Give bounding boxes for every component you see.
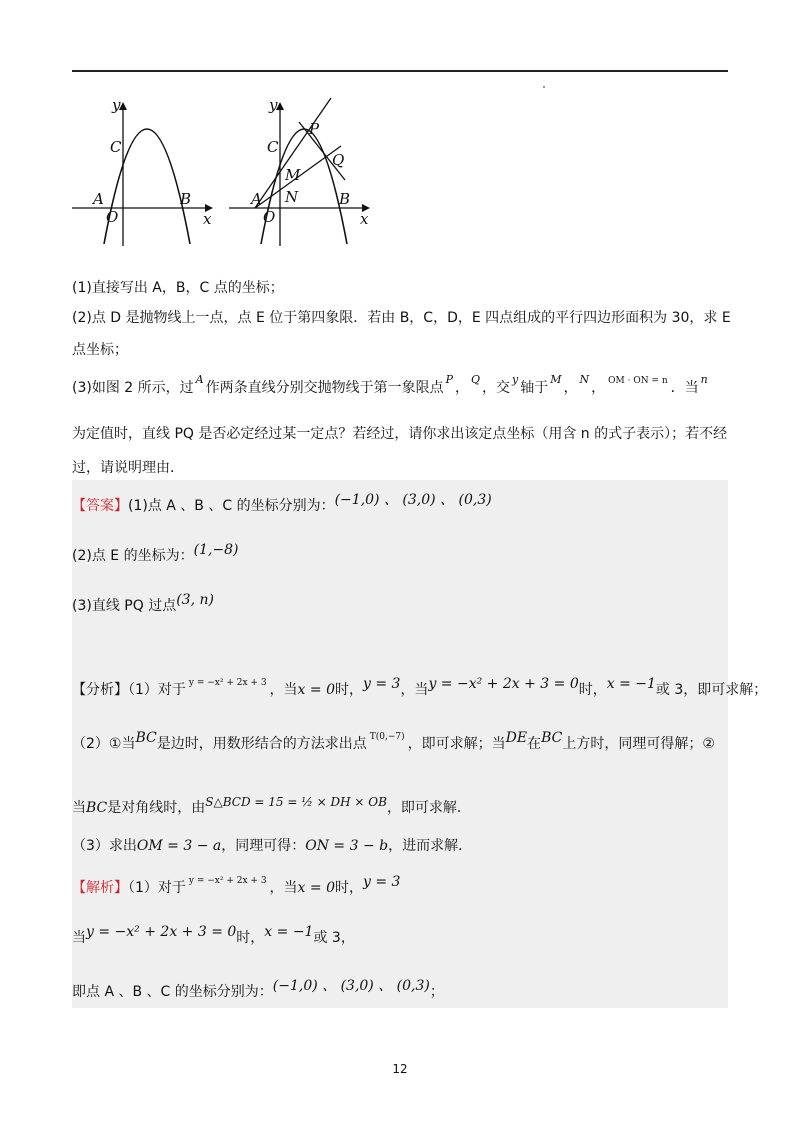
answer-2-text: (2)点 E 的坐标为： bbox=[72, 548, 194, 564]
solution-label: 【解析】 bbox=[72, 880, 128, 896]
analysis-2-d: 在 bbox=[527, 736, 542, 752]
analysis-1-b: ，当 bbox=[269, 682, 298, 698]
q3-Q: Q bbox=[471, 373, 481, 386]
q3-A: A bbox=[195, 373, 204, 386]
label-C: C bbox=[110, 138, 122, 156]
solution-2-a: 当 bbox=[72, 930, 86, 946]
label-y: y bbox=[112, 96, 121, 114]
answer-2-value: (1,−8) bbox=[193, 542, 239, 558]
analysis-3-b: 是对角线时，由 bbox=[107, 800, 206, 816]
analysis-1-f: 或 3，即可求解； bbox=[655, 682, 768, 698]
q3-text-3: ，交 bbox=[482, 380, 511, 396]
answer-3-value: (3, n) bbox=[176, 592, 214, 608]
figure-2 bbox=[225, 92, 385, 252]
analysis-2-a: （2）①当 bbox=[72, 736, 136, 752]
analysis-1-a: （1）对于 bbox=[128, 682, 186, 698]
solution-2-eq: y = −x² + 2x + 3 = 0 bbox=[86, 924, 237, 940]
analysis-2-c: ，即可求解；当 bbox=[407, 736, 506, 752]
label-M: M bbox=[285, 166, 301, 184]
q3-y: y bbox=[512, 373, 519, 386]
analysis-1-y3: y = 3 bbox=[362, 676, 401, 692]
analysis-3-BC: BC bbox=[86, 800, 108, 816]
answer-line-1 bbox=[72, 492, 492, 516]
analysis-1-fx: y = −x² + 2x + 3 bbox=[188, 678, 267, 688]
answer-label: 【答案】 bbox=[72, 498, 128, 514]
q3-text-4: 轴于 bbox=[520, 380, 549, 396]
analysis-3-a: 当 bbox=[72, 800, 86, 816]
question-3-line-2: 为定值时，直线 PQ 是否必定经过某一定点？若经过，请你求出该定点坐标（用含 n 的式子表示）；若不经 bbox=[72, 426, 728, 442]
solution-2-c: 或 3， bbox=[313, 930, 355, 946]
label-O: O bbox=[106, 208, 119, 226]
analysis-line-2 bbox=[72, 730, 715, 756]
q3-n: n bbox=[700, 373, 708, 386]
solution-3-values: (−1,0) 、 (3,0) 、 (0,3) bbox=[272, 978, 430, 994]
solution-1-x0: x = 0 bbox=[297, 880, 335, 896]
label-O: O bbox=[263, 208, 276, 226]
label-A: A bbox=[251, 190, 262, 208]
analysis-2-b: 是边时，用数形结合的方法求出点 bbox=[156, 736, 367, 752]
analysis-3-c: ，即可求解． bbox=[386, 800, 471, 816]
analysis-line-1 bbox=[72, 676, 768, 702]
header-rule bbox=[72, 70, 728, 72]
analysis-2-T: T(0,−7) bbox=[369, 732, 405, 742]
solution-line-1 bbox=[72, 874, 401, 900]
q3-eq: OM · ON = n bbox=[608, 376, 668, 386]
analysis-line-3 bbox=[72, 795, 471, 818]
q3-M: M bbox=[550, 373, 562, 386]
analysis-4-OM: OM = 3 − a bbox=[136, 838, 222, 854]
analysis-line-4 bbox=[72, 836, 472, 856]
question-3-line-1: (3)如图 2 所示，过$^A$作两条直线分别交抛物线于第一象限点$^P$，$^Q$，交$^y$轴于$^M$，$^N$， $^{OM \cdot ON = n}$ ．当$^n$ bbox=[72, 373, 708, 396]
label-y: y bbox=[269, 96, 278, 114]
analysis-2-DE: DE bbox=[505, 730, 528, 746]
analysis-label: 【分析】 bbox=[72, 682, 128, 698]
answer-3-text: (3)直线 PQ 过点 bbox=[72, 598, 177, 614]
q3-text-5: ．当 bbox=[670, 380, 699, 396]
analysis-2-BC: BC bbox=[135, 730, 157, 746]
solution-2-x1: x = −1 bbox=[264, 924, 314, 940]
speck bbox=[543, 86, 545, 88]
analysis-3-eq: S△BCD = 15 = ½ × DH × OB bbox=[205, 795, 387, 809]
analysis-1-x0: x = 0 bbox=[297, 682, 335, 698]
answer-1-text: (1)点 A 、B 、C 的坐标分别为： bbox=[128, 498, 335, 514]
answer-1-values: (−1,0) 、 (3,0) 、 (0,3) bbox=[334, 492, 492, 508]
q3-P: P bbox=[445, 373, 453, 386]
label-Q: Q bbox=[332, 151, 345, 169]
question-2-line-1: (2)点 D 是抛物线上一点，点 E 位于第四象限．若由 B，C，D，E 四点组成的平行四边形面积为 30，求 E bbox=[72, 310, 731, 326]
label-A: A bbox=[93, 190, 104, 208]
analysis-1-eq: y = −x² + 2x + 3 = 0 bbox=[428, 676, 579, 692]
q3-text-1: (3)如图 2 所示，过 bbox=[72, 380, 194, 396]
label-x: x bbox=[360, 210, 369, 228]
label-N: N bbox=[285, 188, 299, 206]
question-1: (1)直接写出 A，B，C 点的坐标； bbox=[72, 280, 284, 296]
solution-line-3 bbox=[72, 978, 444, 1002]
label-P: P bbox=[309, 120, 320, 138]
solution-2-b: 时， bbox=[236, 930, 265, 946]
question-3-line-3: 过，请说明理由． bbox=[72, 460, 184, 476]
page-number: 12 bbox=[392, 1062, 408, 1076]
analysis-2-e: 上方时，同理可得解；② bbox=[562, 736, 715, 752]
analysis-2-BC2: BC bbox=[541, 730, 563, 746]
analysis-1-x1: x = −1 bbox=[606, 676, 656, 692]
analysis-4-c: ，进而求解． bbox=[388, 838, 473, 854]
analysis-1-d: ，当 bbox=[400, 682, 429, 698]
analysis-4-b: ，同理可得： bbox=[221, 838, 306, 854]
figure-1 bbox=[68, 92, 228, 252]
question-2-line-2: 点坐标； bbox=[72, 342, 128, 358]
analysis-4-ON: ON = 3 − b bbox=[305, 838, 389, 854]
solution-1-fx: y = −x² + 2x + 3 bbox=[188, 876, 267, 886]
q3-text-2: 作两条直线分别交抛物线于第一象限点 bbox=[205, 380, 444, 396]
answer-line-2 bbox=[72, 542, 239, 566]
solution-1-c: 时， bbox=[334, 880, 363, 896]
label-B: B bbox=[180, 190, 192, 208]
label-x: x bbox=[203, 210, 212, 228]
solution-line-2 bbox=[72, 924, 355, 948]
label-B: B bbox=[339, 190, 351, 208]
label-C: C bbox=[267, 138, 279, 156]
solution-1-a: （1）对于 bbox=[128, 880, 186, 896]
analysis-1-e: 时， bbox=[578, 682, 607, 698]
solution-1-y3: y = 3 bbox=[362, 874, 401, 890]
analysis-4-a: （3）求出 bbox=[72, 838, 137, 854]
solution-3-end: ； bbox=[429, 984, 444, 1000]
q3-N: N bbox=[579, 373, 590, 386]
answer-line-3 bbox=[72, 592, 214, 616]
solution-3-a: 即点 A 、B 、C 的坐标分别为： bbox=[72, 984, 273, 1000]
solution-1-b: ，当 bbox=[269, 880, 298, 896]
analysis-1-c: 时， bbox=[334, 682, 363, 698]
